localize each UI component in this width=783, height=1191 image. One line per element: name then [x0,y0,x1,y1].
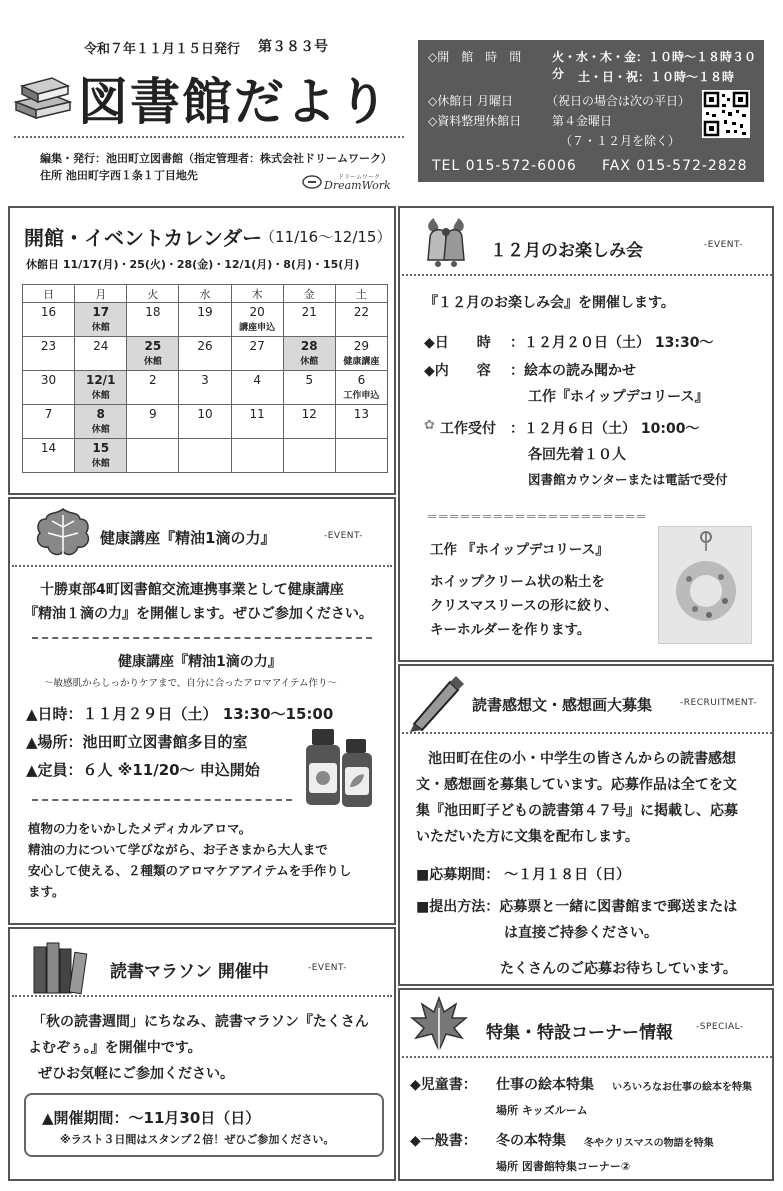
reading-marathon-panel [8,927,396,1181]
calendar-day-cell [127,405,179,439]
calendar-day-cell [75,303,127,337]
health-subtitle: 健康講座『精油1滴の力』 [118,654,282,670]
calendar-day-number: 25 [144,339,162,353]
marathon-tag: -EVENT- [308,963,347,973]
calendar-weekday-header: 金 [283,285,335,303]
books-illustration [12,72,74,122]
calendar-day-number: 20 [249,305,265,319]
calendar-day-number: 24 [93,339,109,353]
essay-p3: 集『池田町子どもの読書第４７号』に掲載し、応募 [416,803,738,819]
calendar-day-number: 5 [305,373,314,387]
divider [402,1056,772,1058]
calendar-day-cell [283,371,335,405]
calendar-day-cell [75,405,127,439]
calendar-weekday-header: 月 [75,285,127,303]
divider [32,637,372,639]
calendar-day-number: 13 [353,407,370,421]
health-tag: -EVENT- [324,531,363,541]
calendar-day-note: 休館 [91,459,110,469]
essay-tag: -RECRUITMENT- [680,698,758,708]
calendar-day-cell [283,439,335,473]
calendar-day-cell [231,337,283,371]
reception-capacity: 各回先着１０人 [528,447,626,463]
calendar-day-cell [127,337,179,371]
calendar-day-number: 11 [249,407,265,421]
health-intro-2: 『精油１滴の力』を開催します。ぜひご参加ください。 [24,606,373,622]
calendar-week-row [23,303,388,337]
calendar-day-note: 健康講座 [343,357,380,367]
december-event-panel [398,206,774,662]
calendar-day-cell [23,337,75,371]
calendar-day-note: 休館 [91,425,110,435]
calendar-day-number: 28 [300,339,318,353]
calendar-day-cell [283,405,335,439]
calendar-day-note: 休館 [91,391,110,401]
calendar-week-row [23,439,388,473]
calendar-day-cell [335,303,387,337]
health-desc-4: ます。 [28,884,65,899]
december-tag: -EVENT- [704,240,743,250]
books-icon [30,939,90,995]
health-capacity: ▲定員：６人 ※11/20〜 申込開始 [26,761,260,779]
divider [12,565,392,567]
essay-recruitment-panel [398,664,774,986]
special-tag: -SPECIAL- [696,1022,744,1032]
calendar-day-number: 29 [353,339,370,353]
reception-label: 工作受付 [440,421,496,437]
calendar-week-row [23,405,388,439]
event-calendar [22,284,388,473]
calendar-day-cell [283,337,335,371]
calendar-day-number: 26 [197,339,213,353]
general-note: 冬やクリスマスの物語を特集 [584,1138,714,1149]
calendar-day-number: 2 [149,373,157,387]
essay-p4: いただいた方に文集を配布します。 [416,829,639,845]
marathon-period-box [24,1093,384,1157]
calendar-day-number: 15 [92,441,110,455]
calendar-day-cell [231,439,283,473]
logo-kana: ドリームワーク [338,174,381,181]
marathon-period: ▲開催期間：〜11月30日（日） [42,1109,261,1127]
divider [12,995,392,997]
calendar-day-note: 休館 [143,357,162,367]
aroma-bottles-illustration [300,725,380,811]
calendar-day-number: 21 [301,305,317,319]
calendar-weekday-header: 木 [231,285,283,303]
calendar-day-cell [75,337,127,371]
december-content-2: 工作『ホイップデコリース』 [528,389,709,405]
health-place: ▲場所：池田町立図書館多目的室 [26,733,248,751]
calendar-day-cell [179,371,231,405]
calendar-day-cell [335,439,387,473]
double-line-divider: ＝＝＝＝＝＝＝＝＝＝＝＝＝＝＝＝＝＝＝＝ [426,510,647,524]
leaf-icon [32,505,94,561]
health-desc-1: 植物の力をいかしたメディカルアロマ。 [28,821,252,836]
fax: FAX 015-572-2828 [602,158,748,174]
calendar-weekday-header: 水 [179,285,231,303]
divider [402,732,772,734]
calendar-day-number: 12 [301,407,317,421]
wreath-keychain-photo [658,526,752,644]
essay-period: ■応募期間： 〜１月１８日（日） [416,867,631,883]
calendar-day-number: 3 [201,373,209,387]
december-intro: 『１２月のお楽しみ会』を開催します。 [424,295,675,311]
reception-method: 図書館カウンターまたは電話で受付 [528,472,728,487]
calendar-day-cell [335,371,387,405]
marathon-line-2: よむぞぅ。』を開催中です。 [28,1040,202,1056]
calendar-day-number: 16 [40,305,57,319]
health-subnote: 〜敏感肌からしっかりケアまで、自分に合ったアロマアイテム作り〜 [44,678,337,689]
calendar-period: （11/16〜12/15） [260,228,392,246]
essay-p1: 池田町在住の小・中学生の皆さんからの読書感想 [428,751,736,767]
marathon-note: ※ラスト３日間はスタンプ２倍！ぜひご参加ください。 [60,1133,335,1146]
december-date-label: ◆日 時 [424,335,491,351]
special-heading: 特集・特設コーナー情報 [486,1023,673,1043]
closed-days: 休館日 11/17(月)・25(火)・28(金)・12/1(月)・8(月)・15(月) [26,258,360,271]
address: 住所 池田町字西１条１丁目地先 [40,169,198,182]
newsletter-title: 図書館だより [78,73,390,131]
health-lecture-panel [8,497,396,925]
dreamwork-logo [302,172,394,194]
cleanup-note: （７・１２月を除く） [560,134,681,148]
kids-label: ◆児童書： [410,1077,477,1093]
calendar-day-number: 8 [96,407,105,421]
calendar-day-cell [75,439,127,473]
reception-date: ：１２月６日（土） 10:00〜 [510,421,700,437]
health-desc-2: 精油の力について学びながら、お子さまから大人まで [28,842,328,857]
calendar-day-cell [231,303,283,337]
calendar-title: 開館・イベントカレンダー [24,226,263,250]
info-box [418,40,764,182]
calendar-day-number: 4 [253,373,261,387]
calendar-day-number: 10 [197,407,213,421]
special-corner-panel [398,988,774,1181]
issue-number: 第３８３号 [258,39,328,55]
closed-note: （祝日の場合は次の平日） [546,94,691,108]
hours-weekend: 土・日・祝：１０時〜１８時 [578,70,735,84]
calendar-day-number: 17 [92,305,110,319]
calendar-day-number: 12/1 [85,373,116,387]
calendar-day-note: 講座申込 [239,323,276,333]
calendar-weekday-header: 火 [127,285,179,303]
kids-note: いろいろなお仕事の絵本を特集 [612,1082,752,1093]
calendar-day-note: 休館 [91,323,110,333]
health-intro-1: 十勝東部4町図書館交流連携事業として健康講座 [40,582,344,598]
pencil-icon [404,674,464,734]
calendar-day-cell [179,303,231,337]
calendar-day-cell [23,405,75,439]
qr-code[interactable] [702,90,750,138]
essay-p2: 文・感想画を募集しています。応募作品は全てを文 [416,777,737,793]
craft-desc-2: クリスマスリースの形に絞り、 [430,598,618,614]
issue-date: 令和７年１１月１５日発行 [84,42,241,57]
essay-method: ■提出方法：応募票と一緒に図書館まで郵送または [416,899,738,915]
craft-title: 工作 『ホイップデコリース』 [430,542,609,558]
marathon-heading: 読書マラソン 開催中 [110,962,269,982]
autumn-leaf-icon [410,996,468,1052]
calendar-day-note: 工作申込 [343,391,380,401]
december-content: ：絵本の読み聞かせ [510,363,636,379]
kids-title: 仕事の絵本特集 [496,1077,594,1093]
calendar-day-cell [231,371,283,405]
marathon-line-3: ぜひお気軽にご参加ください。 [38,1066,234,1082]
december-content-label: ◆内 容 [424,363,491,379]
december-heading: １２月のお楽しみ会 [490,241,643,261]
tel: TEL 015-572-6006 [432,158,577,174]
essay-heading: 読書感想文・感想画大募集 [472,696,653,714]
general-place: 場所 図書館特集コーナー② [496,1160,631,1173]
calendar-day-cell [231,405,283,439]
calendar-day-number: 7 [44,407,53,421]
craft-desc-3: キーホルダーを作ります。 [430,622,591,638]
calendar-day-number: 14 [40,441,57,455]
cleanup-value: 第４金曜日 [552,114,613,128]
calendar-day-number: 30 [40,373,57,387]
calendar-day-number: 23 [40,339,57,353]
divider [402,274,772,276]
calendar-day-cell [23,439,75,473]
cleanup-label: ◇資料整理休館日 [428,114,522,128]
health-date: ▲日時：１１月２９日（土） 13:30〜15:00 [26,705,334,723]
calendar-day-number: 19 [197,305,213,319]
calendar-day-cell [23,303,75,337]
calendar-day-number: 9 [149,407,157,421]
hours-label: ◇開 館 時 間 [428,50,522,64]
calendar-day-cell [23,371,75,405]
calendar-day-number: 6 [357,373,366,387]
hours-weekday: 火・水・木・金：１０時〜１８時３０分 [552,50,757,81]
calendar-day-number: 27 [249,339,265,353]
calendar-day-cell [283,303,335,337]
calendar-day-cell [127,303,179,337]
general-label: ◆一般書： [410,1133,477,1149]
health-desc-3: 安心して使える、２種類のアロマケアアイテムを手作りし [28,863,352,878]
header-divider [14,136,404,138]
december-date: ：１２月２０日（土） 13:30〜 [510,335,714,351]
general-title: 冬の本特集 [496,1133,566,1149]
calendar-day-number: 22 [353,305,370,319]
calendar-day-cell [75,371,127,405]
health-heading: 健康講座『精油1滴の力』 [100,529,276,547]
craft-desc-1: ホイップクリーム状の粘土を [430,574,605,590]
calendar-day-cell [127,371,179,405]
kids-place: 場所 キッズルーム [496,1104,588,1117]
christmas-bell-icon [414,212,478,272]
calendar-day-cell [335,337,387,371]
calendar-week-row [23,371,388,405]
logo-text: DreamWork [324,179,391,192]
closed-label: ◇休館日 月曜日 [428,94,514,108]
calendar-day-number: 18 [145,305,161,319]
marathon-line-1: 「秋の読書週間」にちなみ、読書マラソン『たくさん [32,1014,369,1030]
essay-method-2: は直接ご持参ください。 [504,925,658,941]
publisher: 編集・発行：池田町立図書館（指定管理者：株式会社ドリームワーク） [40,152,392,165]
calendar-day-cell [179,439,231,473]
calendar-day-note: 休館 [300,357,319,367]
calendar-day-cell [179,405,231,439]
calendar-day-cell [179,337,231,371]
calendar-day-cell [127,439,179,473]
calendar-weekday-header: 日 [23,285,75,303]
flower-icon: ✿ [424,418,435,433]
essay-closing: たくさんのご応募お待ちしています。 [500,961,737,977]
calendar-day-cell [335,405,387,439]
divider [32,799,292,801]
calendar-week-row [23,337,388,371]
calendar-weekday-header: 土 [335,285,387,303]
